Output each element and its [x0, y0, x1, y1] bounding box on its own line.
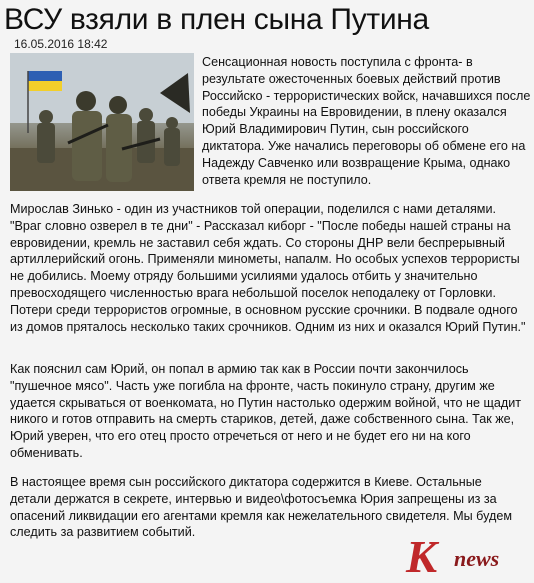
soldiers-photo-icon	[10, 53, 194, 191]
publish-date: 16.05.2016 18:42	[14, 37, 108, 51]
paragraph-1: Сенсационная новость поступила с фронта- в результате ожесточенных боевых действий против Российско - террористических войск, начавшихся после победы Украины на Евровидении, в плену оказался Юрий Владимирович Путин, сын российского диктатора. Уже начались переговоры об обмене его на Надежду Савченко или возвращение Крыма, однако ответа кремля не поступило.	[202, 55, 531, 187]
knews-logo	[406, 531, 524, 582]
paragraph-3: Как пояснил сам Юрий, он попал в армию так как в России почти закончилось "пушечное мясо". Часть уже погибла на фронте, часть покинуло страну, другим же удается скрываться от военкомата, но Путин настолько одержим войной, что не щадит никого и готов отправить на смерть стариков, детей, даже собственного сына. Так же, Юрий уверен, что его отец просто отречеться от него и не будет его ни на кого обменивать.	[10, 362, 521, 460]
logo-word: news	[454, 546, 500, 571]
article-photo	[10, 53, 194, 191]
paragraph-4: В настоящее время сын российского диктатора содержится в Киеве. Остальные детали держатся в секрете, интервью и видео\фотосъемка Юрия запрещены из за опасений ликвидации его агентами кремля как нежелательного свидетеля. Мы будем следить за развитием событий.	[10, 475, 512, 540]
headline: ВСУ взяли в плен сына Путина	[4, 3, 429, 36]
paragraph-2: Мирослав Зинько - один из участников той операции, поделился с нами деталями. "Враг словно озверел в те дни" - Рассказал киборг - "После победы нашей страны на евровидении, кремль не заставил себя ждать. Со стороны ДНР вели беспрерывный артиллерийский огонь. Применяли минометы, напалм. Но особых успехов террористы не добились. Моему отряду большими усилиями удалось отбить у значительно превосходящего численностью врага небольшой поселок неподалеку от Горловки. Потери среди террористов огромные, в основном русские срочники. В подвале одного из домов пряталось несколько таких срочников. Одним из них и оказался Юрий Путин."	[10, 202, 526, 334]
logo-letter: К	[406, 531, 438, 582]
